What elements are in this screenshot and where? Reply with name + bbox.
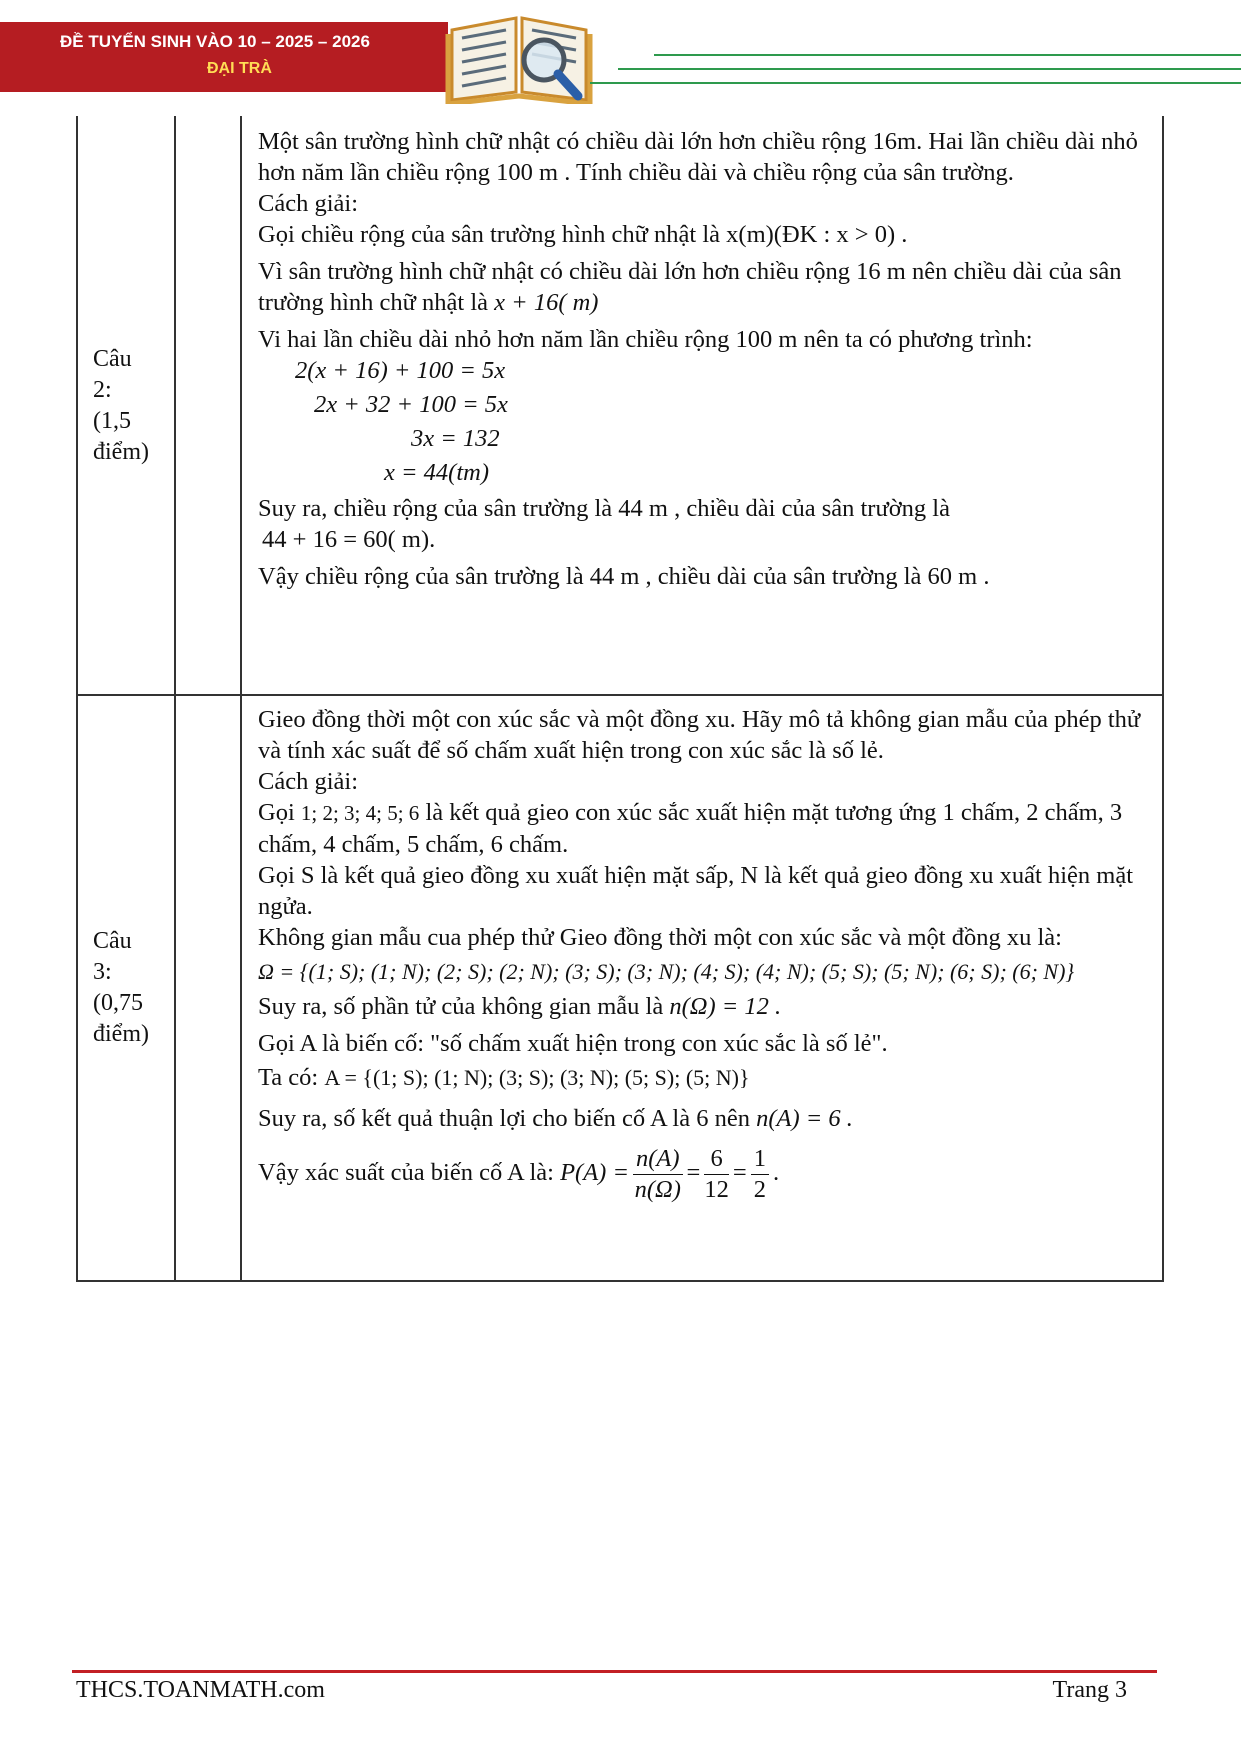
header-subtitle: ĐẠI TRÀ xyxy=(207,60,272,77)
fraction: $\frac{1}{2}$ xyxy=(751,1144,769,1205)
solution-step: Gọi S là kết quả gieo đồng xu xuất hiện mặt sấp, N là kết quả gieo đồng xu xuất hiện mặt ngửa. xyxy=(258,862,1134,920)
solution-step: Gọi 1; 2; 3; 4; 5; 6 là kết quả gieo con xúc sắc xuất hiện mặt tương ứng 1 chấm, 2 chấm, 3 chấm, 4 chấm, 5 chấm, 6 chấm. xyxy=(258,799,1123,858)
probability-result: Vậy xác suất của biến cố A là: P(A) = $\frac{n(A)}{n(\Omega)}$ = $\frac{6}{12}$ = $\frac{1}{2}$ . xyxy=(258,1144,780,1203)
result-text: Suy ra, chiều rộng của sân trường là 44 m , chiều dài của sân trường là xyxy=(258,495,950,522)
problem-statement: Gieo đồng thời một con xúc sắc và một đồng xu. Hãy mô tả không gian mẫu của phép thử và tính xác suất để số chấm xuất hiện trong con xúc sắc là số lẻ. xyxy=(258,706,1141,764)
equation-line: 2(x + 16) + 100 = 5x xyxy=(295,357,506,384)
method-heading: Cách giải: xyxy=(258,190,359,217)
header-rule-top xyxy=(654,54,1241,56)
inline-math: x(m)(ĐK : x > 0) . xyxy=(726,221,908,248)
sample-count: Suy ra, số phần tử của không gian mẫu là n(Ω) = 12 . xyxy=(258,993,782,1020)
sample-space: Ω = {(1; S); (1; N); (2; S); (2; N); (3; S); (3; N); (4; S); (4; N); (5; S); (5; N); (6; S); (6; N)} xyxy=(258,959,1075,984)
table-border-left xyxy=(76,116,78,1282)
row-separator xyxy=(76,694,1164,696)
event-definition: Gọi A là biến cố: "số chấm xuất hiện trong con xúc sắc là số lẻ". xyxy=(258,1030,888,1057)
table-divider-2 xyxy=(240,116,242,1282)
header-rule-middle xyxy=(618,68,1241,70)
fraction: $\frac{n(A)}{n(\Omega)}$ xyxy=(634,1144,681,1203)
inline-math: A = {(1; S); (1; N); (3; S); (3; N); (5; S); (5; N)} xyxy=(324,1065,750,1090)
question-2-label: Câu 2: (1,5 điểm) xyxy=(93,346,149,465)
conclusion: Vậy chiều rộng của sân trường là 44 m , chiều dài của sân trường là 60 m . xyxy=(258,563,990,590)
footer-rule xyxy=(72,1670,1157,1673)
open-book-magnifier-icon xyxy=(444,0,594,104)
solution-step: Vi hai lần chiều dài nhỏ hơn năm lần chiều rộng 100 m nên ta có phương trình: xyxy=(258,326,1033,353)
table-border-bottom xyxy=(76,1280,1164,1282)
result-math: 44 + 16 = 60( m). xyxy=(262,526,436,553)
equation-line: 2x + 32 + 100 = 5x xyxy=(314,391,508,418)
solution-step: Gọi chiều rộng của sân trường hình chữ nhật là x(m)(ĐK : x > 0) . xyxy=(258,221,908,248)
header-banner xyxy=(0,22,448,92)
header-title: ĐỀ TUYỂN SINH VÀO 10 – 2025 – 2026 xyxy=(60,32,370,51)
question-3-content xyxy=(258,704,1163,1206)
inline-math: 1; 2; 3; 4; 5; 6 xyxy=(300,801,420,825)
table-divider-1 xyxy=(174,116,176,1282)
solution-table xyxy=(76,116,1164,1282)
event-set: Ta có: A = {(1; S); (1; N); (3; S); (3; N); (5; S); (5; N)} xyxy=(258,1064,750,1091)
solution-step: Không gian mẫu cua phép thử Gieo đồng thời một con xúc sắc và một đồng xu là: xyxy=(258,924,1062,951)
question-2-content xyxy=(258,126,1163,592)
solution-step: Vì sân trường hình chữ nhật có chiều dài lớn hơn chiều rộng 16 m nên chiều dài của sân trường hình chữ nhật là x + 16( m) xyxy=(258,258,1122,316)
inline-math: n(Ω) = 12 . xyxy=(669,993,782,1020)
equation-line: 3x = 132 xyxy=(411,425,500,452)
inline-math: x + 16( m) xyxy=(494,289,599,316)
footer-site: THCS.TOANMATH.com xyxy=(76,1677,325,1703)
method-heading: Cách giải: xyxy=(258,768,359,795)
problem-statement: Một sân trường hình chữ nhật có chiều dài lớn hơn chiều rộng 16m. Hai lần chiều dài nhỏ hơn năm lần chiều rộng 100 m . Tính chiều dài và chiều rộng của sân trường. xyxy=(258,128,1138,186)
equation-line: x = 44(tm) xyxy=(384,459,489,486)
favorable-count: Suy ra, số kết quả thuận lợi cho biến cố A là 6 nên n(A) = 6 . xyxy=(258,1105,853,1132)
inline-math: n(A) = 6 . xyxy=(756,1105,853,1132)
page-number: Trang 3 xyxy=(1052,1677,1127,1703)
header-rule-bottom xyxy=(590,82,1241,84)
question-3-label: Câu 3: (0,75 điểm) xyxy=(93,928,149,1047)
fraction: $\frac{6}{12}$ xyxy=(704,1144,729,1203)
